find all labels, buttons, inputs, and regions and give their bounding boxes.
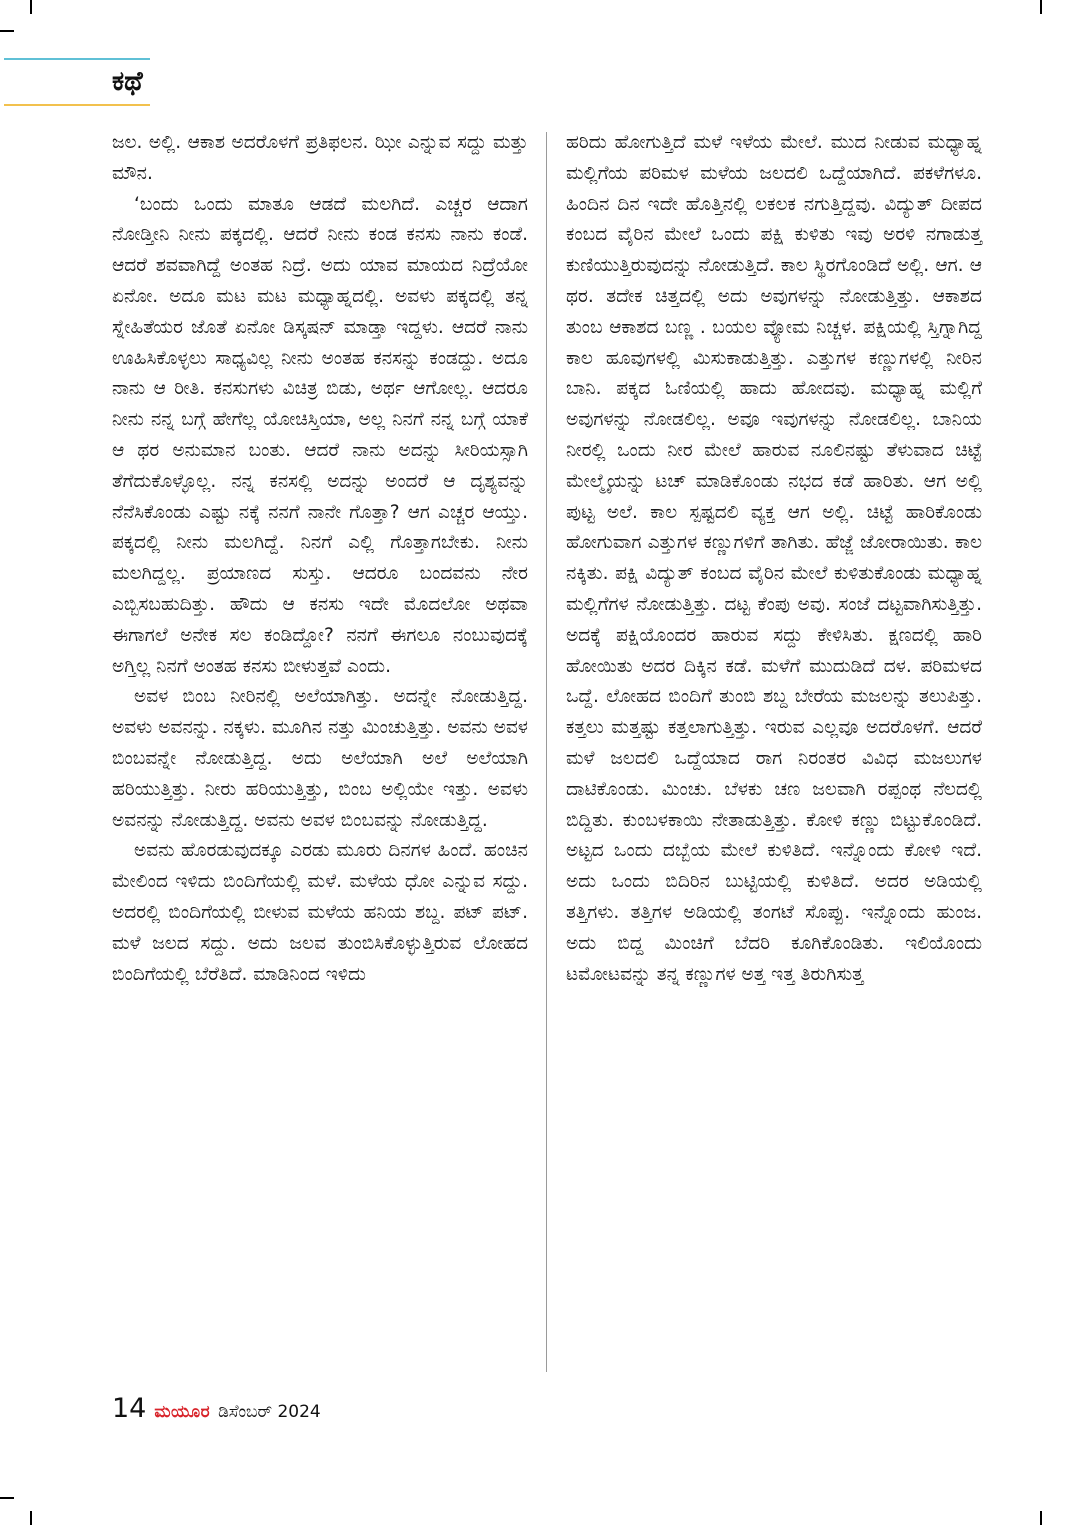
section-accent-bar-bottom xyxy=(4,104,150,106)
crop-mark xyxy=(1040,0,1042,14)
paragraph: ಅವನು ಹೊರಡುವುದಕ್ಕೂ ಎರಡು ಮೂರು ದಿನಗಳ ಹಿಂದೆ. ಹಂಚಿನ ಮೇಲಿಂದ ಇಳಿದು ಬಿಂದಿಗೆಯಲ್ಲಿ ಮಳೆ. ಮಳೆಯ ಧೋ ಎನ್ನುವ ಸದ್ದು. ಅದರಲ್ಲಿ ಬಿಂದಿಗೆಯಲ್ಲಿ ಬೀಳುವ ಮಳೆಯ ಹನಿಯ ಶಬ್ದ. ಪಟ್ ಪಟ್. ಮಳೆ ಜಲದ ಸದ್ದು. ಅದು ಜಲವ ತುಂಬಿಸಿಕೊಳ್ಳುತ್ತಿರುವ ಲೋಹದ ಬಿಂದಿಗೆಯಲ್ಲಿ ಬೆರೆತಿದೆ. ಮಾಡಿನಿಂದ ಇಳಿದು xyxy=(112,840,528,985)
paragraph: ಜಲ. ಅಲ್ಲಿ. ಆಕಾಶ ಅದರೊಳಗೆ ಪ್ರತಿಫಲನ. ಝೀ ಎನ್ನುವ ಸದ್ದು ಮತ್ತು ಮೌನ. xyxy=(112,132,528,184)
paragraph: ‘ಬಂದು ಒಂದು ಮಾತೂ ಆಡದೆ ಮಲಗಿದೆ. ಎಚ್ಚರ ಆದಾಗ ನೋಡ್ತೀನಿ ನೀನು ಪಕ್ಕದಲ್ಲಿ. ಆದರೆ ನೀನು ಕಂಡ ಕನಸು ನಾನು ಕಂಡೆ. ಆದರೆ ಶವವಾಗಿದ್ದೆ ಅಂತಹ ನಿದ್ರೆ. ಅದು ಯಾವ ಮಾಯದ ನಿದ್ರೆಯೋ ಏನೋ. ಅದೂ ಮಟ ಮಟ ಮಧ್ಯಾಹ್ನದಲ್ಲಿ. ಅವಳು ಪಕ್ಕದಲ್ಲಿ ತನ್ನ ಸ್ನೇಹಿತೆಯರ ಜೊತೆ ಏನೋ ಡಿಸ್ಕಷನ್ ಮಾಡ್ತಾ ಇದ್ದಳು. ಆದರೆ ನಾನು ಊಹಿಸಿಕೊಳ್ಳಲು ಸಾಧ್ಯವಿಲ್ಲ ನೀನು ಅಂತಹ ಕನಸನ್ನು ಕಂಡದ್ದು. ಅದೂ ನಾನು ಆ ರೀತಿ. ಕನಸುಗಳು ವಿಚಿತ್ರ ಬಿಡು, ಅರ್ಥ ಆಗೋಲ್ಲ. ಆದರೂ ನೀನು ನನ್ನ ಬಗ್ಗೆ ಹೇಗೆಲ್ಲ ಯೋಚಿಸ್ತಿಯಾ, ಅಲ್ಲ ನಿನಗೆ ನನ್ನ ಬಗ್ಗೆ ಯಾಕೆ ಆ ಥರ ಅನುಮಾನ ಬಂತು. ಆದರೆ ನಾನು ಅದನ್ನು ಸೀರಿಯಸ್ಸಾಗಿ ತೆಗೆದುಕೊಳ್ಳೊಲ್ಲ. ನನ್ನ ಕನಸಲ್ಲಿ ಅದನ್ನು ಅಂದರೆ ಆ ದೃಶ್ಯವನ್ನು ನೆನೆಸಿಕೊಂಡು ಎಷ್ಟು ನಕ್ಕೆ ನನಗೆ ನಾನೇ ಗೊತ್ತಾ? ಆಗ ಎಚ್ಚರ ಆಯ್ತು. ಪಕ್ಕದಲ್ಲಿ ನೀನು ಮಲಗಿದ್ದೆ. ನಿನಗೆ ಎಲ್ಲಿ ಗೊತ್ತಾಗಬೇಕು. ನೀನು ಮಲಗಿದ್ದಲ್ಲ. ಪ್ರಯಾಣದ ಸುಸ್ತು. ಆದರೂ ಬಂದವನು ನೇರ ಎಬ್ಬಿಸಬಹುದಿತ್ತು. ಹೌದು ಆ ಕನಸು ಇದೇ ಮೊದಲೋ ಅಥವಾ ಈಗಾಗಲೆ ಅನೇಕ ಸಲ ಕಂಡಿದ್ದೋ? ನನಗೆ ಈಗಲೂ ನಂಬುವುದಕ್ಕೆ ಅಗ್ತಿಲ್ಲ ನಿನಗೆ ಅಂತಹ ಕನಸು ಬೀಳುತ್ತವೆ ಎಂದು. xyxy=(112,193,528,677)
crop-mark xyxy=(1040,1511,1042,1525)
magazine-logo: ಮಯೂರ xyxy=(154,1402,211,1422)
paragraph: ಅವಳ ಬಿಂಬ ನೀರಿನಲ್ಲಿ ಅಲೆಯಾಗಿತ್ತು. ಅದನ್ನೇ ನೋಡುತ್ತಿದ್ದ. ಅವಳು ಅವನನ್ನು. ನಕ್ಕಳು. ಮೂಗಿನ ನತ್ತು ಮಿಂಚುತ್ತಿತ್ತು. ಅವನು ಅವಳ ಬಿಂಬವನ್ನೇ ನೋಡುತ್ತಿದ್ದ. ಅದು ಅಲೆಯಾಗಿ ಅಲೆ ಅಲೆಯಾಗಿ ಹರಿಯುತ್ತಿತ್ತು. ನೀರು ಹರಿಯುತ್ತಿತ್ತು, ಬಿಂಬ ಅಲ್ಲಿಯೇ ಇತ್ತು. ಅವಳು ಅವನನ್ನು ನೋಡುತ್ತಿದ್ದ. ಅವನು ಅವಳ ಬಿಂಬವನ್ನು ನೋಡುತ್ತಿದ್ದ. xyxy=(112,686,528,831)
page-footer xyxy=(112,1394,321,1428)
crop-mark xyxy=(0,30,14,32)
article-column-right xyxy=(566,128,982,990)
paragraph: ಹರಿದು ಹೋಗುತ್ತಿದೆ ಮಳೆ ಇಳೆಯ ಮೇಲೆ. ಮುದ ನೀಡುವ ಮಧ್ಯಾಹ್ನ ಮಲ್ಲಿಗೆಯ ಪರಿಮಳ ಮಳೆಯ ಜಲದಲಿ ಒದ್ದೆಯಾಗಿದೆ. ಪಕಳೆಗಳೂ. ಹಿಂದಿನ ದಿನ ಇದೇ ಹೊತ್ತಿನಲ್ಲಿ ಲಕಲಕ ನಗುತ್ತಿದ್ದವು. ವಿದ್ಯುತ್ ದೀಪದ ಕಂಬದ ವೈರಿನ ಮೇಲೆ ಒಂದು ಪಕ್ಷಿ ಕುಳಿತು ಇವು ಅರಳಿ ನಗಾಡುತ್ತ ಕುಣಿಯುತ್ತಿರುವುದನ್ನು ನೋಡುತ್ತಿದೆ. ಕಾಲ ಸ್ಥಿರಗೊಂಡಿದೆ ಅಲ್ಲಿ. ಆಗ. ಆ ಥರ. ತದೇಕ ಚಿತ್ತದಲ್ಲಿ ಅದು ಅವುಗಳನ್ನು ನೋಡುತ್ತಿತ್ತು. ಆಕಾಶದ ತುಂಬ ಆಕಾಶದ ಬಣ್ಣ . ಬಯಲ ವ್ಯೋಮ ನಿಚ್ಚಳ. ಪಕ್ಷಿಯಲ್ಲಿ ಸ್ತಿಗ್ನಾಗಿದ್ದ ಕಾಲ ಹೂವುಗಳಲ್ಲಿ ಮಿಸುಕಾಡುತ್ತಿತ್ತು. ಎತ್ತುಗಳ ಕಣ್ಣುಗಳಲ್ಲಿ ನೀರಿನ ಬಾನಿ. ಪಕ್ಕದ ಓಣಿಯಲ್ಲಿ ಹಾದು ಹೋದವು. ಮಧ್ಯಾಹ್ನ ಮಲ್ಲಿಗೆ ಅವುಗಳನ್ನು ನೋಡಲಿಲ್ಲ. ಅವೂ ಇವುಗಳನ್ನು ನೋಡಲಿಲ್ಲ. ಬಾನಿಯ ನೀರಲ್ಲಿ ಒಂದು ನೀರ ಮೇಲೆ ಹಾರುವ ನೂಲಿನಷ್ಟು ತೆಳುವಾದ ಚಿಟ್ಟೆ ಮೇಲ್ಮೈಯನ್ನು ಟಚ್ ಮಾಡಿಕೊಂಡು ನಭದ ಕಡೆ ಹಾರಿತು. ಆಗ ಅಲ್ಲಿ ಪುಟ್ಟ ಅಲೆ. ಕಾಲ ಸ್ಪಷ್ಟದಲಿ ವ್ಯಕ್ತ ಆಗ ಅಲ್ಲಿ. ಚಿಟ್ಟೆ ಹಾರಿಕೊಂಡು ಹೋಗುವಾಗ ಎತ್ತುಗಳ ಕಣ್ಣುಗಳಿಗೆ ತಾಗಿತು. ಹೆಜ್ಜೆ ಜೋರಾಯಿತು. ಕಾಲ ನಕ್ಕಿತು. ಪಕ್ಷಿ ವಿದ್ಯುತ್ ಕಂಬದ ವೈರಿನ ಮೇಲೆ ಕುಳಿತುಕೊಂಡು ಮಧ್ಯಾಹ್ನ ಮಲ್ಲಿಗೆಗಳ ನೋಡುತ್ತಿತ್ತು. ದಟ್ಟ ಕೆಂಪು ಅವು. ಸಂಜೆ ದಟ್ಟವಾಗಿಸುತ್ತಿತ್ತು. ಅದಕ್ಕೆ ಪಕ್ಷಿಯೊಂದರ ಹಾರುವ ಸದ್ದು ಕೇಳಿಸಿತು. ಕ್ಷಣದಲ್ಲಿ ಹಾರಿ ಹೋಯಿತು ಅದರ ದಿಕ್ಕಿನ ಕಡೆ. ಮಳೆಗೆ ಮುದುಡಿದೆ ದಳ. ಪರಿಮಳದ ಒದ್ದೆ. ಲೋಹದ ಬಿಂದಿಗೆ ತುಂಬಿ ಶಬ್ದ ಬೇರೆಯ ಮಜಲನ್ನು ತಲುಪಿತ್ತು. ಕತ್ತಲು ಮತ್ತಷ್ಟು ಕತ್ತಲಾಗುತ್ತಿತ್ತು. ಇರುವ ಎಲ್ಲವೂ ಅದರೊಳಗೆ. ಆದರೆ ಮಳೆ ಜಲದಲಿ ಒದ್ದೆಯಾದ ರಾಗ ನಿರಂತರ ವಿವಿಧ ಮಜಲುಗಳ ದಾಟಿಕೊಂಡು. ಮಿಂಚು. ಬೆಳಕು ಚಣ ಜಲವಾಗಿ ರಪ್ಪಂಥ ನೆಲದಲ್ಲಿ ಬಿದ್ದಿತು. ಕುಂಬಳಕಾಯಿ ನೇತಾಡುತ್ತಿತ್ತು. ಕೋಳಿ ಕಣ್ಣು ಬಿಟ್ಟುಕೊಂಡಿದೆ. ಅಟ್ಟದ ಒಂದು ದಬ್ಬೆಯ ಮೇಲೆ ಕುಳಿತಿದೆ. ಇನ್ನೊಂದು ಕೋಳಿ ಇದೆ. ಅದು ಒಂದು ಬಿದಿರಿನ ಬುಟ್ಟಿಯಲ್ಲಿ ಕುಳಿತಿದೆ. ಅದರ ಅಡಿಯಲ್ಲಿ ತತ್ತಿಗಳು. ತತ್ತಿಗಳ ಅಡಿಯಲ್ಲಿ ತಂಗಟೆ ಸೊಪ್ಪು. ಇನ್ನೊಂದು ಹುಂಜ. ಅದು ಬಿದ್ದ ಮಿಂಚಿಗೆ ಬೆದರಿ ಕೂಗಿಕೊಂಡಿತು. ಇಲಿಯೊಂದು ಟಮೋಟವನ್ನು ತನ್ನ ಕಣ್ಣುಗಳ ಅತ್ತ ಇತ್ತ ತಿರುಗಿಸುತ್ತ xyxy=(566,132,982,985)
section-accent-bar-top xyxy=(4,58,150,60)
crop-mark xyxy=(0,1497,14,1499)
section-label: ಕಥೆ xyxy=(112,66,143,97)
article-column-left xyxy=(112,128,528,990)
crop-mark xyxy=(30,1511,32,1525)
column-divider xyxy=(546,132,547,1372)
page-number: 14 xyxy=(112,1393,147,1424)
issue-date: ಡಿಸೆಂಬರ್ 2024 xyxy=(218,1402,321,1422)
crop-mark xyxy=(30,0,32,14)
